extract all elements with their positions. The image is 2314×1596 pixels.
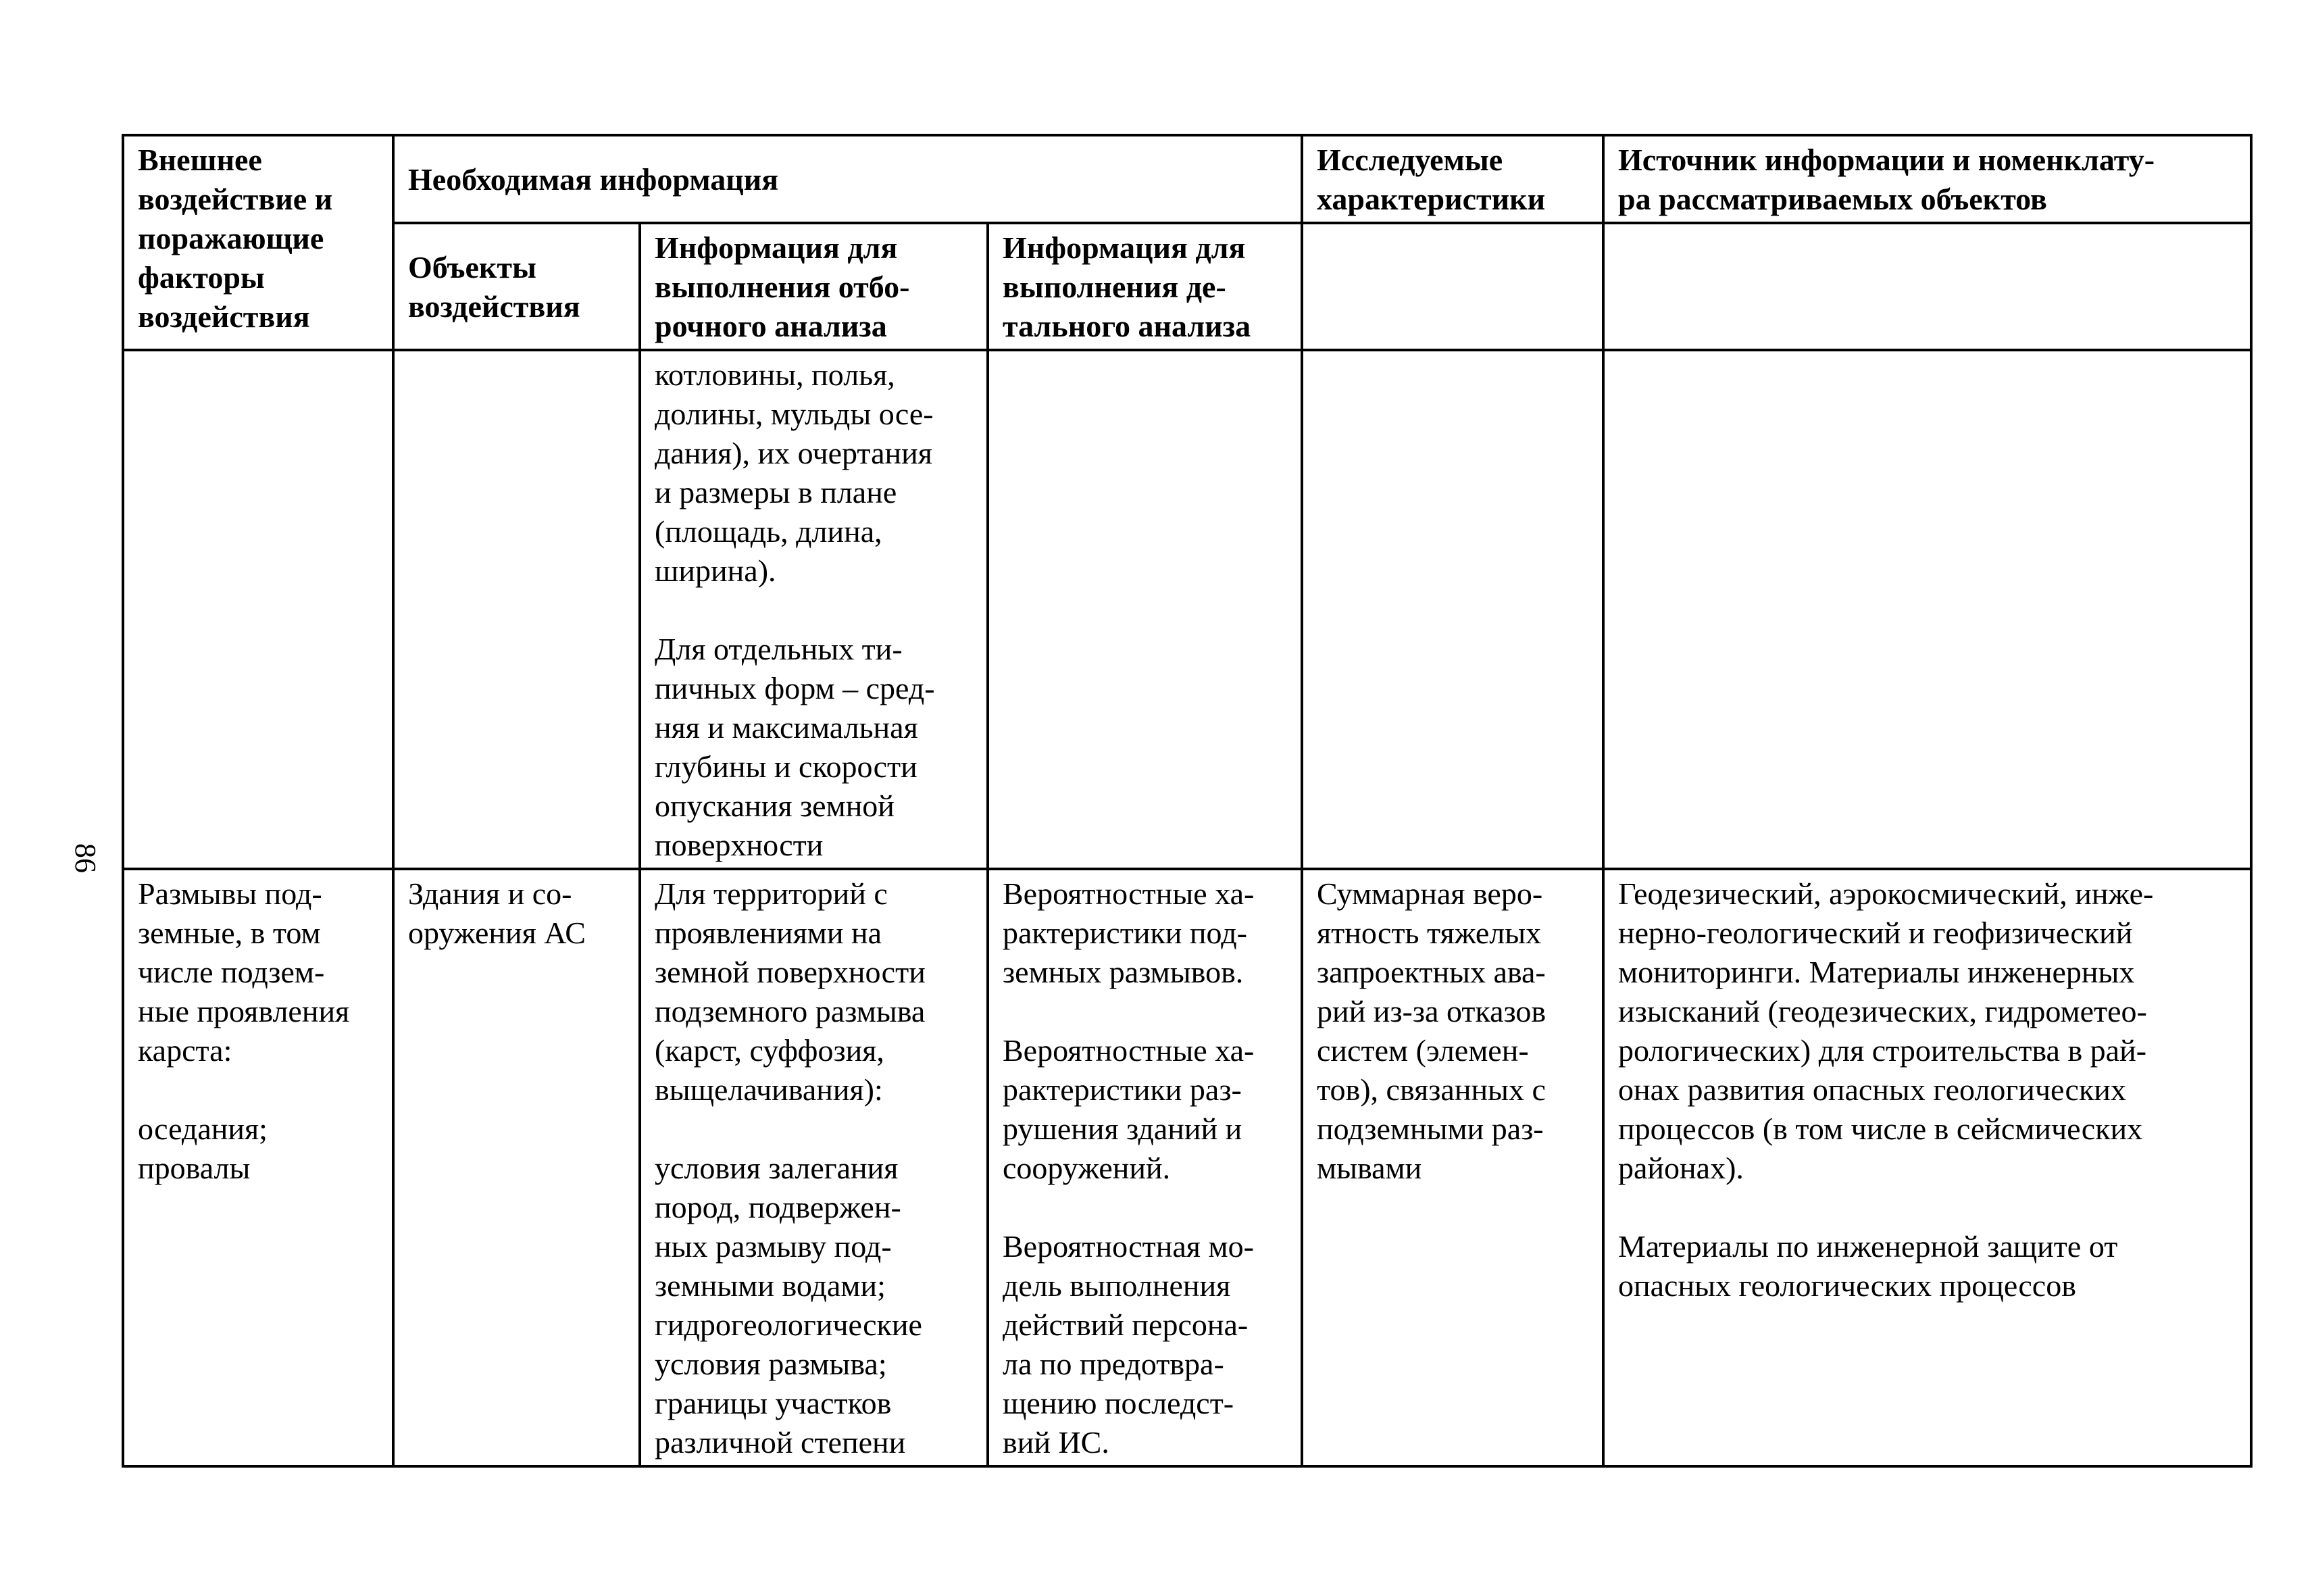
table-cell	[123, 350, 393, 869]
cell-paragraph: Вероятностные ха- рактеристики раз- рушения зданий и сооружений.	[1003, 1033, 1255, 1185]
table-cell	[988, 350, 1302, 869]
header-empty-cell	[1302, 223, 1603, 350]
cell-paragraph: Размывы под- земные, в том числе подзем- ные проявления карста:	[138, 876, 350, 1068]
table-cell	[1302, 350, 1603, 869]
cell-paragraph: Здания и со- оружения АС	[408, 876, 586, 950]
table-cell	[393, 869, 640, 1466]
header-detailed-analysis: Информация для выполнения де- тального анализа	[988, 223, 1302, 350]
table-row	[123, 350, 2251, 869]
table-cell	[1603, 350, 2251, 869]
table-cell	[1603, 869, 2251, 1466]
header-characteristics: Исследуемые характеристики	[1302, 135, 1603, 223]
header-impact-objects: Объекты воздействия	[393, 223, 640, 350]
cell-paragraph: Геодезический, аэрокосмический, инже- нерно-геологический и геофизический мониторинги. Материалы инженерных изысканий (геодезических, гидрометео- рологических) для строительства в рай- онах развития опасных геологических процессов (в том числе в сейсмических районах).	[1618, 876, 2154, 1185]
page-number: 86	[69, 843, 102, 873]
table-cell	[988, 869, 1302, 1466]
cell-paragraph: Вероятностные ха- рактеристики под- земных размывов.	[1003, 876, 1255, 989]
header-empty-cell	[1603, 223, 2251, 350]
table-cell	[640, 350, 988, 869]
document-table	[122, 134, 2253, 1468]
cell-paragraph: Материалы по инженерной защите от опасных геологических процессов	[1618, 1229, 2118, 1303]
cell-paragraph: оседания; провалы	[138, 1112, 268, 1185]
table-cell	[123, 869, 393, 1466]
header-external-impact: Внешнее воздействие и поражающие факторы воздействия	[123, 135, 393, 350]
table-cell	[393, 350, 640, 869]
header-required-info: Необходимая информация	[393, 135, 1302, 223]
cell-paragraph: котловины, полья, долины, мульды осе- дания), их очертания и размеры в плане (площадь, длина, ширина).	[655, 357, 934, 588]
cell-paragraph: Для территорий с проявлениями на земной поверхности подземного размыва (карст, суффозия, выщелачивания):	[655, 876, 926, 1107]
cell-paragraph: условия залегания пород, подвержен- ных размыву под- земными водами; гидрогеологические условия размыва; границы участков различной степени	[655, 1151, 922, 1460]
header-row-2	[123, 223, 2251, 350]
cell-paragraph: Вероятностная мо- дель выполнения действий персона- ла по предотвра- щению последст- вий ИС.	[1003, 1229, 1254, 1460]
cell-paragraph: Для отдельных ти- пичных форм – сред- няя и максимальная глубины и скорости опускания земной поверхности	[655, 632, 935, 862]
table-cell	[1302, 869, 1603, 1466]
header-info-source: Источник информации и номенклату- ра рассматриваемых объектов	[1603, 135, 2251, 223]
header-row-1	[123, 135, 2251, 223]
table-cell	[640, 869, 988, 1466]
header-screening-analysis: Информация для выполнения отбо- рочного анализа	[640, 223, 988, 350]
cell-paragraph: Суммарная веро- ятность тяжелых запроектных ава- рий из-за отказов систем (элемен- тов), связанных с подземными раз- мывами	[1317, 876, 1546, 1185]
table-row	[123, 869, 2251, 1466]
